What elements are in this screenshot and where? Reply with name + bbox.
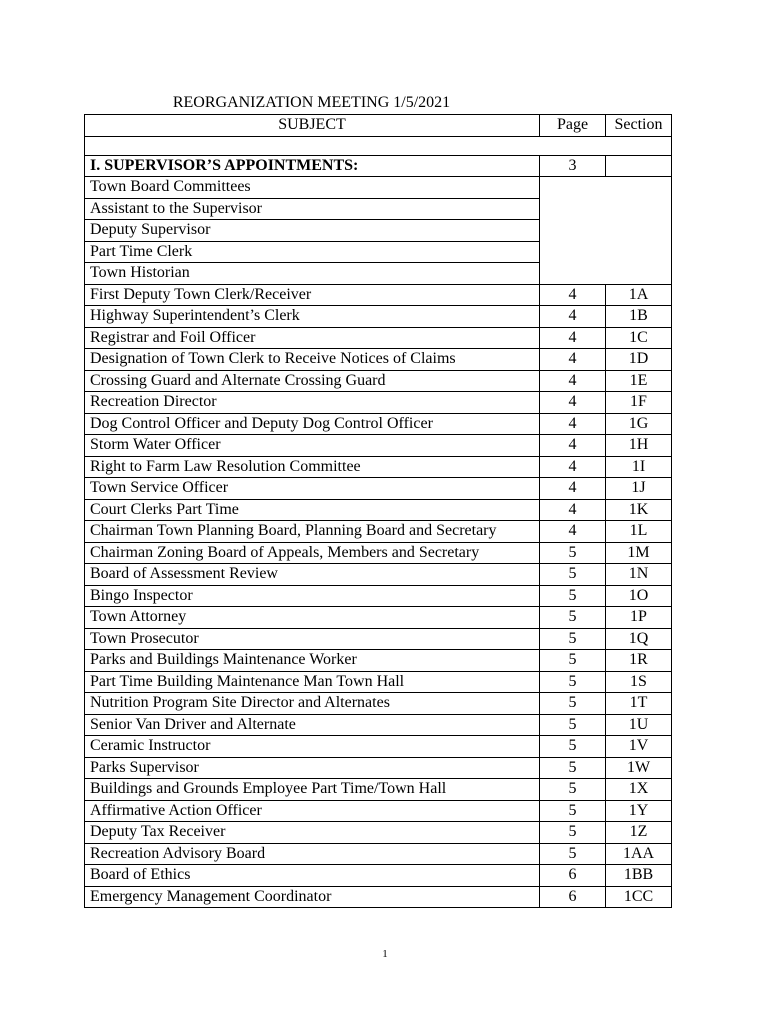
row-section: 1F [606, 392, 672, 414]
row-subject: Chairman Town Planning Board, Planning Board and Secretary [85, 521, 540, 543]
section-heading-row [85, 155, 672, 177]
header-row [85, 115, 672, 137]
section-heading-section [606, 155, 672, 177]
table-row [85, 456, 672, 478]
row-section: 1C [606, 327, 672, 349]
row-subject: Town Service Officer [85, 478, 540, 500]
row-page: 5 [540, 650, 606, 672]
table-row [85, 435, 672, 457]
row-page: 5 [540, 585, 606, 607]
table-row [85, 650, 672, 672]
table-row [85, 822, 672, 844]
document-title: REORGANIZATION MEETING 1/5/2021 [172, 94, 451, 111]
row-page: 4 [540, 499, 606, 521]
sub-item: Town Historian [85, 263, 540, 285]
row-page: 5 [540, 714, 606, 736]
row-page: 4 [540, 435, 606, 457]
row-page: 4 [540, 521, 606, 543]
row-page: 5 [540, 628, 606, 650]
table-row [85, 370, 672, 392]
row-page: 4 [540, 349, 606, 371]
row-subject: Bingo Inspector [85, 585, 540, 607]
row-section: 1A [606, 284, 672, 306]
row-section: 1V [606, 736, 672, 758]
table-row [85, 757, 672, 779]
section-header: Section [606, 115, 672, 137]
subject-header: SUBJECT [85, 115, 540, 137]
table-row [85, 865, 672, 887]
sub-items-blank [540, 177, 672, 285]
page-number: 1 [382, 948, 388, 960]
section-heading: I. SUPERVISOR’S APPOINTMENTS: [85, 155, 540, 177]
row-subject: Recreation Director [85, 392, 540, 414]
row-page: 4 [540, 456, 606, 478]
table-row [85, 564, 672, 586]
table-row [85, 327, 672, 349]
row-subject: Registrar and Foil Officer [85, 327, 540, 349]
row-subject: Parks Supervisor [85, 757, 540, 779]
row-page: 5 [540, 607, 606, 629]
row-subject: Parks and Buildings Maintenance Worker [85, 650, 540, 672]
row-subject: Chairman Zoning Board of Appeals, Members and Secretary [85, 542, 540, 564]
row-subject: Ceramic Instructor [85, 736, 540, 758]
row-section: 1N [606, 564, 672, 586]
table-row [85, 628, 672, 650]
table-row [85, 499, 672, 521]
table-row [85, 843, 672, 865]
table-row [85, 671, 672, 693]
sub-item: Assistant to the Supervisor [85, 198, 540, 220]
table-row [85, 779, 672, 801]
row-section: 1I [606, 456, 672, 478]
table-row [85, 736, 672, 758]
row-page: 4 [540, 478, 606, 500]
spacer-cell [85, 136, 672, 155]
row-page: 4 [540, 284, 606, 306]
row-subject: Dog Control Officer and Deputy Dog Control Officer [85, 413, 540, 435]
row-section: 1G [606, 413, 672, 435]
row-section: 1R [606, 650, 672, 672]
row-section: 1P [606, 607, 672, 629]
row-subject: Crossing Guard and Alternate Crossing Guard [85, 370, 540, 392]
row-subject: Town Attorney [85, 607, 540, 629]
row-section: 1AA [606, 843, 672, 865]
row-subject: First Deputy Town Clerk/Receiver [85, 284, 540, 306]
row-page: 5 [540, 671, 606, 693]
row-page: 4 [540, 327, 606, 349]
table-row [85, 800, 672, 822]
sub-item: Part Time Clerk [85, 241, 540, 263]
row-subject: Buildings and Grounds Employee Part Time/Town Hall [85, 779, 540, 801]
sub-item: Deputy Supervisor [85, 220, 540, 242]
sub-item: Town Board Committees [85, 177, 540, 199]
table-row [85, 413, 672, 435]
row-page: 5 [540, 800, 606, 822]
sub-item-row [85, 177, 672, 199]
row-subject: Affirmative Action Officer [85, 800, 540, 822]
row-subject: Highway Superintendent’s Clerk [85, 306, 540, 328]
row-page: 5 [540, 757, 606, 779]
row-section: 1J [606, 478, 672, 500]
row-page: 5 [540, 693, 606, 715]
row-section: 1M [606, 542, 672, 564]
row-page: 5 [540, 736, 606, 758]
row-section: 1Z [606, 822, 672, 844]
row-subject: Senior Van Driver and Alternate [85, 714, 540, 736]
row-section: 1O [606, 585, 672, 607]
row-page: 5 [540, 779, 606, 801]
row-section: 1Q [606, 628, 672, 650]
row-section: 1U [606, 714, 672, 736]
table-row [85, 607, 672, 629]
row-page: 4 [540, 413, 606, 435]
table-row [85, 542, 672, 564]
row-section: 1B [606, 306, 672, 328]
row-subject: Right to Farm Law Resolution Committee [85, 456, 540, 478]
row-subject: Nutrition Program Site Director and Alternates [85, 693, 540, 715]
table-row [85, 585, 672, 607]
contents-table [84, 114, 672, 908]
row-subject: Deputy Tax Receiver [85, 822, 540, 844]
row-page: 5 [540, 564, 606, 586]
table-row [85, 349, 672, 371]
row-subject: Part Time Building Maintenance Man Town Hall [85, 671, 540, 693]
table-row [85, 521, 672, 543]
row-section: 1S [606, 671, 672, 693]
row-section: 1Y [606, 800, 672, 822]
table-row [85, 714, 672, 736]
row-subject: Board of Assessment Review [85, 564, 540, 586]
row-subject: Board of Ethics [85, 865, 540, 887]
row-page: 4 [540, 392, 606, 414]
table-row [85, 886, 672, 908]
row-section: 1W [606, 757, 672, 779]
row-subject: Storm Water Officer [85, 435, 540, 457]
page-header: Page [540, 115, 606, 137]
row-page: 5 [540, 843, 606, 865]
table-row [85, 392, 672, 414]
row-page: 4 [540, 306, 606, 328]
spacer-row [85, 136, 672, 155]
row-subject: Designation of Town Clerk to Receive Notices of Claims [85, 349, 540, 371]
table-row [85, 478, 672, 500]
row-section: 1H [606, 435, 672, 457]
row-section: 1E [606, 370, 672, 392]
row-page: 4 [540, 370, 606, 392]
row-section: 1CC [606, 886, 672, 908]
row-page: 5 [540, 542, 606, 564]
row-subject: Recreation Advisory Board [85, 843, 540, 865]
row-section: 1T [606, 693, 672, 715]
table-row [85, 306, 672, 328]
row-section: 1K [606, 499, 672, 521]
row-subject: Court Clerks Part Time [85, 499, 540, 521]
table-row [85, 284, 672, 306]
table-row [85, 693, 672, 715]
section-heading-page: 3 [540, 155, 606, 177]
row-page: 5 [540, 822, 606, 844]
row-subject: Emergency Management Coordinator [85, 886, 540, 908]
row-section: 1BB [606, 865, 672, 887]
row-page: 6 [540, 865, 606, 887]
row-section: 1X [606, 779, 672, 801]
row-subject: Town Prosecutor [85, 628, 540, 650]
row-section: 1L [606, 521, 672, 543]
row-page: 6 [540, 886, 606, 908]
row-section: 1D [606, 349, 672, 371]
